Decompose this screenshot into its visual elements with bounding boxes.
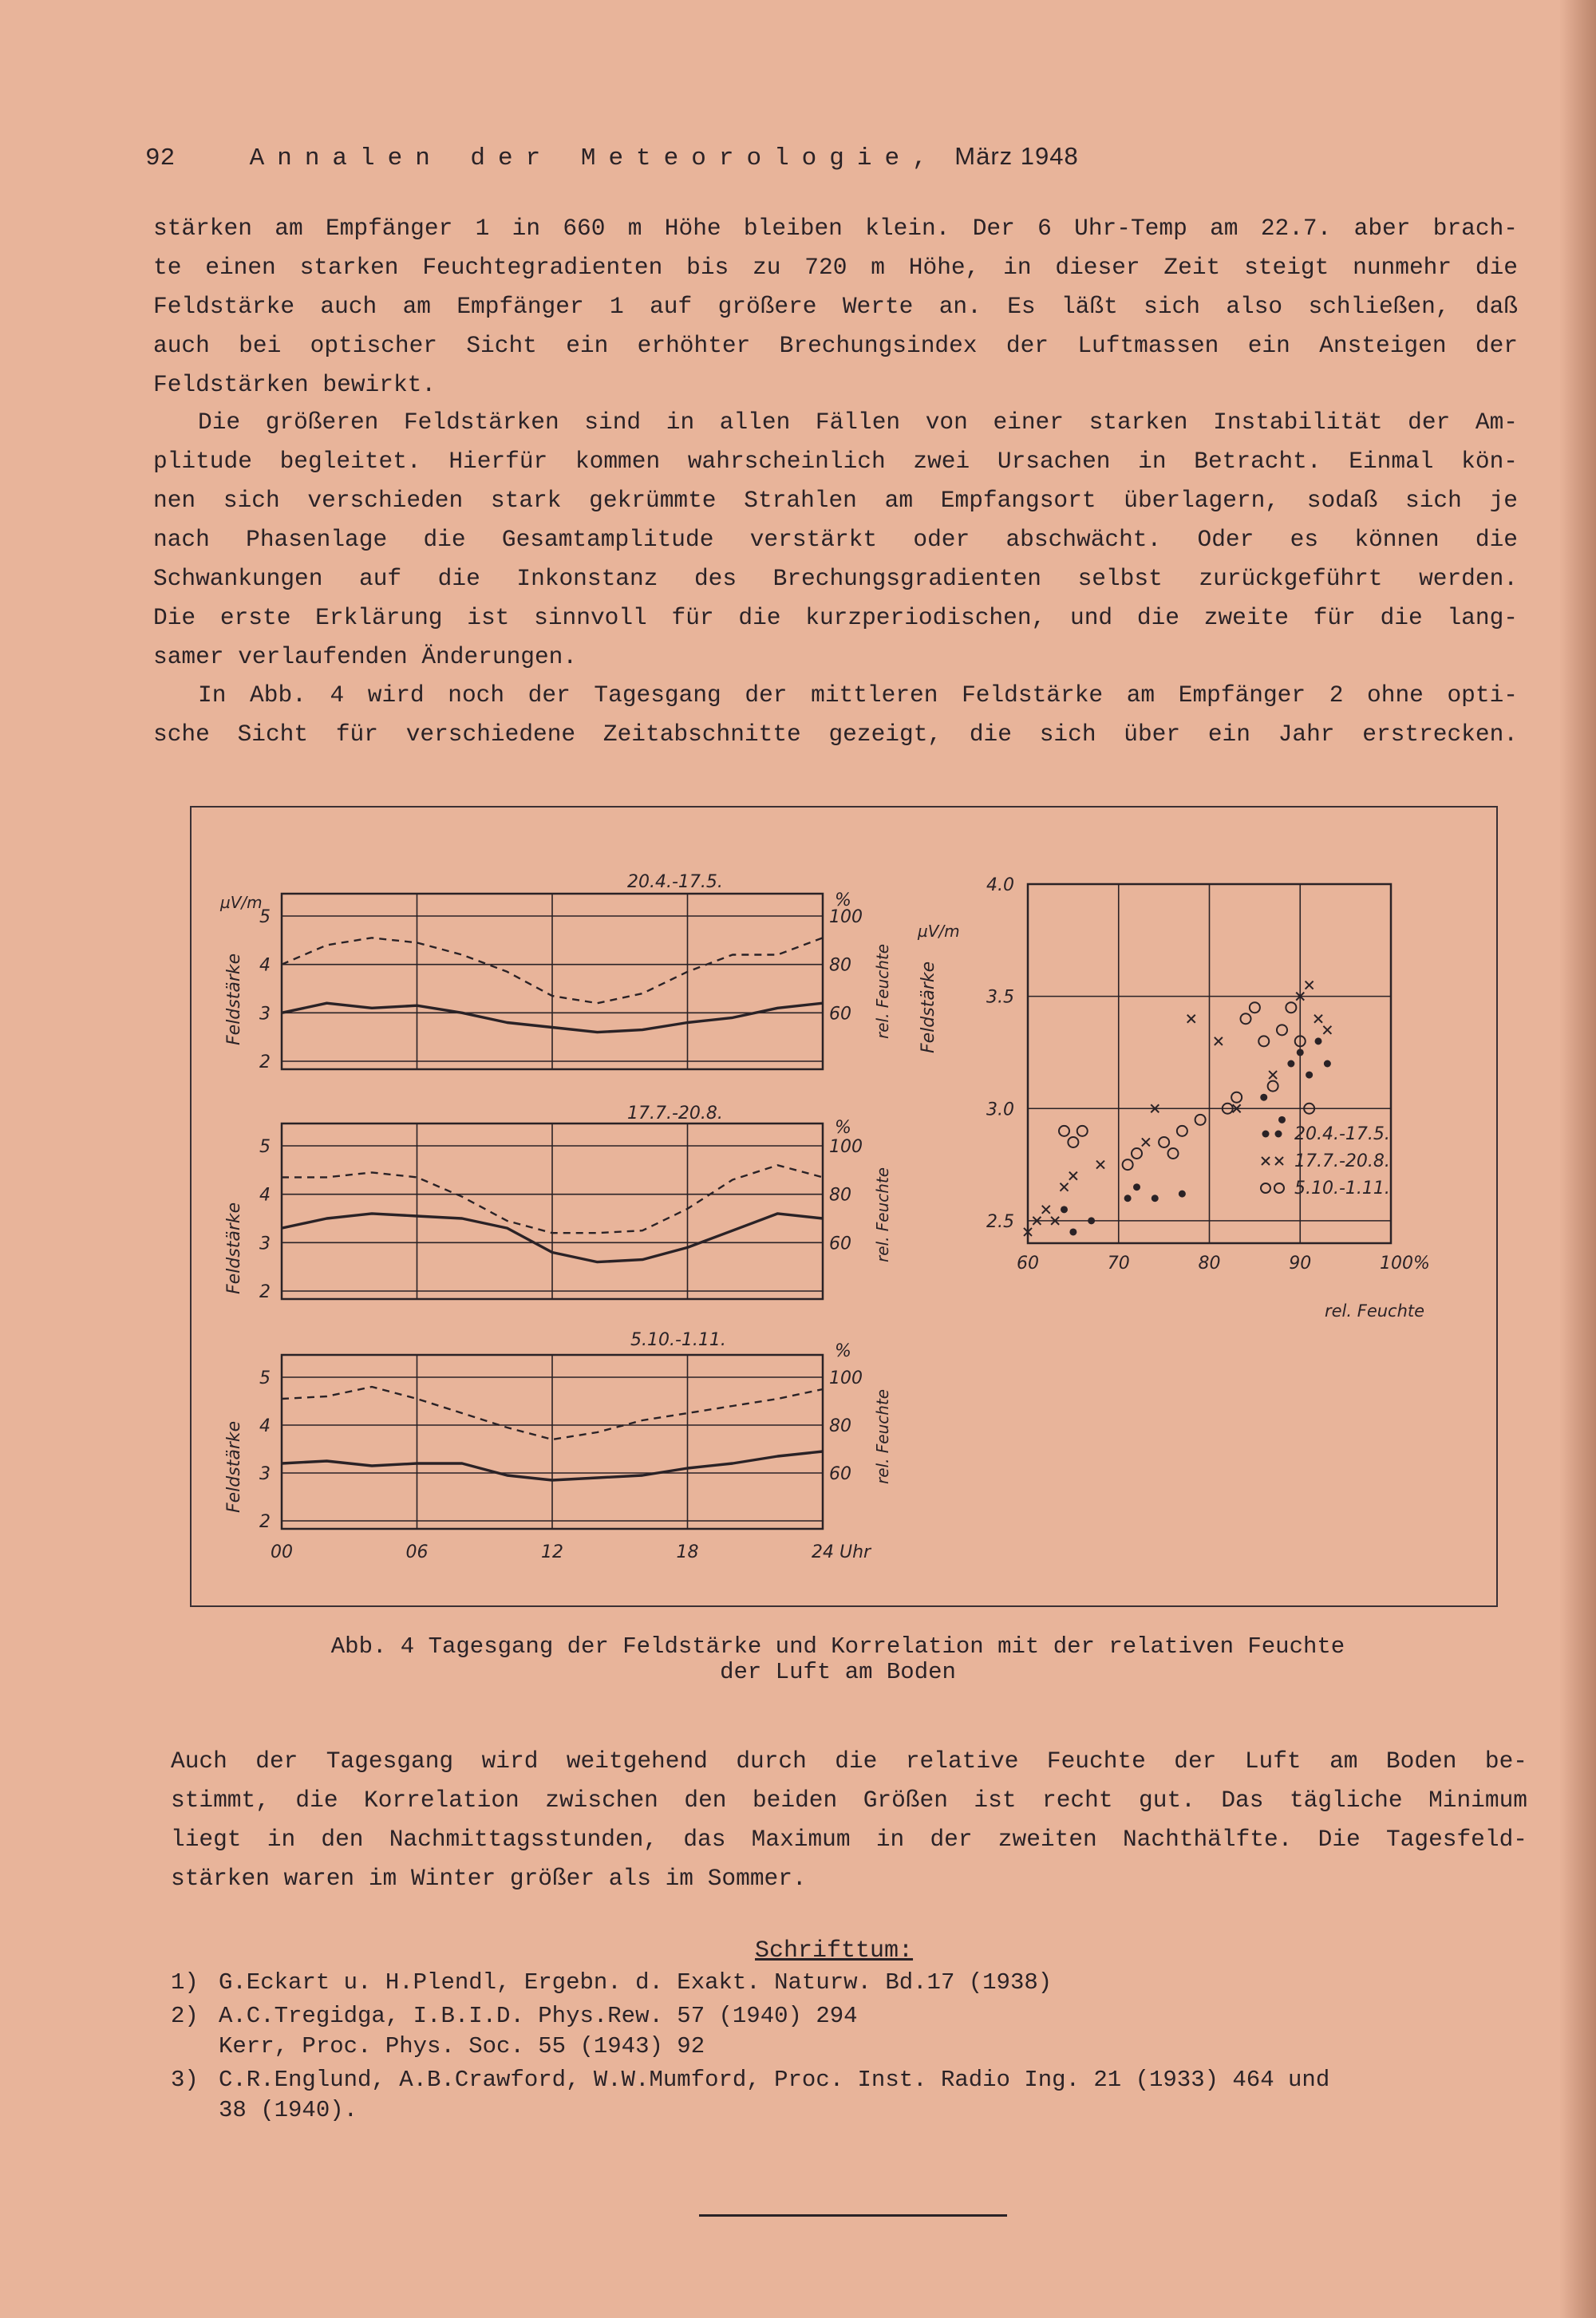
y-axis-label: Feldstärke xyxy=(224,1420,244,1513)
text-line: auch bei optischer Sicht ein erhöhter Brechungsindex der Luftmassen ein Ansteigen der xyxy=(153,332,1518,359)
page-number: 92 xyxy=(145,144,176,172)
scatter-point-dot xyxy=(1088,1217,1095,1224)
caption-line: der Luft am Boden xyxy=(720,1659,956,1685)
x-tick-label: 12 xyxy=(541,1542,563,1562)
y2-tick-label: 100 xyxy=(829,1368,863,1388)
chart-title: 17.7.-20.8. xyxy=(627,1104,723,1123)
scatter-point-circle xyxy=(1168,1148,1179,1159)
chart-title: 5.10.-1.11. xyxy=(630,1330,726,1350)
y-unit-label: µV/m xyxy=(220,893,263,912)
scatter-point-cross xyxy=(1306,981,1314,989)
scatter-point-cross xyxy=(1142,1138,1150,1146)
scatter-point-dot xyxy=(1324,1060,1331,1068)
y-unit-label: µV/m xyxy=(918,922,960,941)
scatter-point-circle xyxy=(1132,1148,1142,1159)
scatter-point-circle xyxy=(1159,1137,1169,1147)
y-tick-label: 3 xyxy=(259,1004,271,1025)
y-tick-label: 2 xyxy=(259,1512,271,1532)
text-line: stimmt, die Korrelation zwischen den beiden Größen ist recht gut. Das tägliche Minimum xyxy=(171,1787,1527,1814)
text-line: Auch der Tagesgang wird weitgehend durch die relative Feuchte der Luft am Boden be- xyxy=(171,1747,1527,1775)
y-tick-label: 4 xyxy=(259,1185,271,1206)
y-axis-label: Feldstärke xyxy=(224,1202,244,1294)
y2-unit-label: % xyxy=(835,1341,851,1361)
scatter-point-circle xyxy=(1077,1126,1088,1136)
y-tick-label: 5 xyxy=(259,907,271,927)
text-line: Die erste Erklärung ist sinnvoll für die kurzperiodischen, und die zweite für die lang- xyxy=(153,604,1518,631)
scatter-point-cross xyxy=(1069,1172,1077,1180)
text-line: plitude begleitet. Hierfür kommen wahrscheinlich zwei Ursachen in Betracht. Einmal kön- xyxy=(153,448,1518,475)
reference-item xyxy=(171,1968,1527,1998)
scatter-point-circle xyxy=(1123,1159,1133,1170)
scatter-point-cross xyxy=(1269,1071,1277,1079)
scatter-point-circle xyxy=(1277,1025,1287,1035)
scatter-point-dot xyxy=(1315,1037,1322,1044)
reference-text: C.R.Englund, A.B.Crawford, W.W.Mumford, Proc. Inst. Radio Ing. 21 (1933) 464 und xyxy=(219,2067,1330,2093)
paragraph-3 xyxy=(153,676,1518,754)
scatter-point-circle xyxy=(1250,1002,1260,1013)
scatter-point-dot xyxy=(1260,1094,1267,1101)
legend-marker-cross xyxy=(1262,1157,1270,1165)
text-line: Feldstärke auch am Empfänger 1 auf größere Werte an. Es läßt sich also schließen, daß xyxy=(153,293,1518,320)
text-line: stärken waren im Winter größer als im Sommer. xyxy=(171,1865,807,1892)
reference-text: 38 (1940). xyxy=(219,2097,358,2123)
scatter-point-cross xyxy=(1061,1183,1069,1191)
text-line: te einen starken Feuchtegradienten bis zu 720 m Höhe, in dieser Zeit steigt nunmehr die xyxy=(153,254,1518,281)
legend-label: 20.4.-17.5. xyxy=(1294,1124,1390,1144)
legend-label: 5.10.-1.11. xyxy=(1294,1179,1390,1198)
scatter-point-circle xyxy=(1059,1126,1069,1136)
reference-text: A.C.Tregidga, I.B.I.D. Phys.Rew. 57 (1940) 294 xyxy=(219,2003,858,2029)
x-tick-label: 18 xyxy=(676,1542,699,1562)
y2-unit-label: % xyxy=(835,1118,851,1138)
caption-line: Abb. 4 Tagesgang der Feldstärke und Korrelation mit der relativen Feuchte xyxy=(330,1633,1345,1660)
page-spine-shadow xyxy=(1559,0,1596,2318)
scatter-point-dot xyxy=(1287,1060,1294,1068)
scatter-point-circle xyxy=(1268,1081,1278,1092)
scatter-point-dot xyxy=(1179,1191,1186,1198)
scatter-point-cross xyxy=(1096,1161,1104,1169)
references-heading: Schrifttum: xyxy=(755,1937,914,1965)
y-tick-label: 4 xyxy=(259,955,271,976)
scatter-point-dot xyxy=(1124,1195,1132,1202)
y-tick-label: 3.0 xyxy=(986,1100,1014,1120)
legend-marker-dot xyxy=(1262,1131,1270,1138)
scatter-point-cross xyxy=(1314,1015,1322,1023)
x-tick-label: 60 xyxy=(1017,1254,1039,1274)
references-list xyxy=(171,1968,1527,2129)
y-tick-label: 4 xyxy=(259,1416,271,1436)
reference-text: Kerr, Proc. Phys. Soc. 55 (1943) 92 xyxy=(219,2033,705,2059)
text-line: stärken am Empfänger 1 in 660 m Höhe bleiben klein. Der 6 Uhr-Temp am 22.7. aber brach- xyxy=(153,215,1518,242)
scatter-point-cross xyxy=(1187,1015,1195,1023)
reference-text: G.Eckart u. H.Plendl, Ergebn. d. Exakt. Naturw. Bd.17 (1938) xyxy=(219,1969,1053,1996)
text-line: Feldstärken bewirkt. xyxy=(153,371,437,398)
y-axis-label: Feldstärke xyxy=(224,953,244,1045)
y-tick-label: 3 xyxy=(259,1464,271,1484)
end-rule xyxy=(699,2214,1007,2217)
scatter-point-circle xyxy=(1241,1013,1251,1024)
paragraph-4 xyxy=(171,1742,1527,1898)
text-line: nach Phasenlage die Gesamtamplitude verstärkt oder abschwächt. Oder es können die xyxy=(153,526,1518,553)
y2-tick-label: 100 xyxy=(829,907,863,927)
paragraph-1 xyxy=(153,209,1518,405)
text-line: In Abb. 4 wird noch der Tagesgang der mittleren Feldstärke am Empfänger 2 ohne opti- xyxy=(198,681,1518,709)
legend-marker-circle xyxy=(1261,1183,1270,1193)
scatter-point-circle xyxy=(1195,1115,1206,1125)
x-tick-label: 80 xyxy=(1198,1254,1221,1274)
reference-number: 1) xyxy=(171,1969,199,1996)
scatter-point-circle xyxy=(1231,1092,1242,1103)
scatter-point-cross xyxy=(1215,1037,1223,1045)
chart-title: 20.4.-17.5. xyxy=(627,872,723,892)
y2-tick-label: 60 xyxy=(829,1004,851,1025)
legend-marker-dot xyxy=(1275,1131,1282,1138)
reference-item xyxy=(171,2001,1527,2062)
scatter-point-circle xyxy=(1068,1137,1078,1147)
chart-panel-20.4-17.5 xyxy=(219,872,892,1072)
figure-caption xyxy=(239,1634,1436,1685)
scatter-point-circle xyxy=(1177,1126,1187,1136)
y-axis-label: Feldstärke xyxy=(918,961,938,1053)
x-tick-label: 06 xyxy=(405,1542,429,1562)
scatter-point-dot xyxy=(1133,1183,1140,1191)
x-tick-label: 90 xyxy=(1289,1254,1312,1274)
y2-tick-label: 80 xyxy=(829,955,851,976)
x-tick-label: 00 xyxy=(271,1542,293,1562)
y2-tick-label: 80 xyxy=(829,1416,851,1436)
legend-marker-circle xyxy=(1274,1183,1284,1193)
running-header xyxy=(145,142,1390,172)
x-tick-label: 24 Uhr xyxy=(812,1542,871,1562)
scatter-point-dot xyxy=(1061,1206,1068,1213)
chart-panel-17.7-20.8 xyxy=(224,1104,892,1302)
y-tick-label: 3 xyxy=(259,1234,271,1254)
y2-tick-label: 100 xyxy=(829,1137,863,1157)
legend-label: 17.7.-20.8. xyxy=(1294,1151,1390,1171)
text-line: samer verlaufenden Änderungen. xyxy=(153,643,578,670)
scatter-point-dot xyxy=(1069,1228,1077,1235)
y-tick-label: 2.5 xyxy=(986,1211,1014,1232)
figure-4 xyxy=(190,806,1495,1604)
y2-unit-label: % xyxy=(835,890,851,910)
y-tick-label: 4.0 xyxy=(986,875,1014,895)
x-tick-label: 70 xyxy=(1107,1254,1130,1274)
y2-tick-label: 60 xyxy=(829,1234,851,1254)
scatter-point-dot xyxy=(1306,1072,1313,1079)
y2-tick-label: 80 xyxy=(829,1185,851,1206)
scatter-point-circle xyxy=(1286,1002,1296,1013)
y-tick-label: 5 xyxy=(259,1137,271,1157)
journal-title: Annalen der Meteorologie, xyxy=(249,144,940,172)
reference-number: 2) xyxy=(171,2003,199,2029)
text-line: Die größeren Feldstärken sind in allen Fällen von einer starken Instabilität der Am- xyxy=(198,409,1518,436)
text-line: Schwankungen auf die Inkonstanz des Brechungsgradienten selbst zurückgeführt werden. xyxy=(153,565,1518,592)
legend-marker-cross xyxy=(1275,1157,1283,1165)
y-tick-label: 2 xyxy=(259,1282,271,1302)
chart-panel-5.10-1.11 xyxy=(224,1330,892,1562)
scatter-point-dot xyxy=(1278,1116,1286,1123)
text-line: nen sich verschieden stark gekrümmte Strahlen am Empfangsort überlagern, sodaß sich je xyxy=(153,487,1518,514)
y2-axis-label: rel. Feuchte xyxy=(873,1167,892,1262)
paragraph-2 xyxy=(153,403,1518,677)
scatter-point-cross xyxy=(1323,1026,1331,1034)
x-axis-label: rel. Feuchte xyxy=(1325,1301,1425,1321)
scatter-point-cross xyxy=(1042,1206,1050,1214)
scatter-point-dot xyxy=(1297,1048,1304,1056)
issue-date: März 1948 xyxy=(954,142,1079,170)
y2-tick-label: 60 xyxy=(829,1464,851,1484)
y-tick-label: 2 xyxy=(259,1052,271,1072)
reference-number: 3) xyxy=(171,2067,199,2093)
y2-axis-label: rel. Feuchte xyxy=(873,943,892,1039)
y-tick-label: 5 xyxy=(259,1368,271,1388)
reference-item xyxy=(171,2065,1527,2126)
x-tick-label: 100% xyxy=(1380,1254,1430,1274)
text-line: sche Sicht für verschiedene Zeitabschnitte gezeigt, die sich über ein Jahr erstrecken. xyxy=(153,721,1518,748)
scatter-panel xyxy=(917,875,1430,1321)
scatter-point-dot xyxy=(1152,1195,1159,1202)
y2-axis-label: rel. Feuchte xyxy=(873,1388,892,1484)
y-tick-label: 3.5 xyxy=(986,987,1014,1008)
text-line: liegt in den Nachmittagsstunden, das Maximum in der zweiten Nachthälfte. Die Tagesfeld- xyxy=(171,1826,1527,1853)
scatter-point-circle xyxy=(1258,1036,1269,1046)
